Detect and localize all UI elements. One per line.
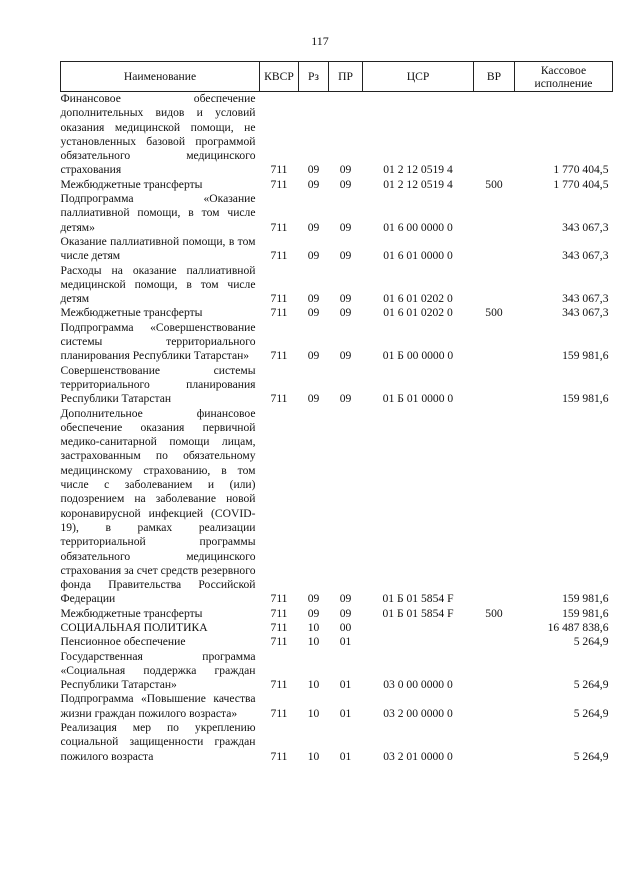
header-rz: Рз	[299, 62, 329, 92]
cell-rz: 10	[307, 749, 320, 763]
cell-vr	[474, 264, 515, 307]
cell-name: Подпрограмма «Оказание паллиативной помощи, в том числе детям»	[60, 192, 256, 234]
cell-rz: 09	[307, 220, 320, 234]
header-name: Наименование	[61, 62, 260, 92]
cell-csr	[363, 635, 474, 649]
cell-kvsr: 711	[270, 749, 288, 763]
cell-kvsr: 711	[270, 392, 288, 406]
cell-rz: 09	[307, 177, 320, 191]
cell-vr	[474, 721, 515, 764]
cell-kvsr: 711	[270, 635, 288, 649]
cell-amount: 16 487 838,6	[547, 620, 609, 634]
cell-vr	[474, 321, 515, 364]
table-row	[61, 407, 613, 607]
cell-pr: 09	[339, 606, 352, 620]
cell-kvsr: 711	[270, 678, 288, 692]
cell-csr: 03 0 00 0000 0	[383, 678, 453, 692]
cell-kvsr: 711	[270, 177, 288, 191]
cell-kvsr: 711	[270, 606, 288, 620]
cell-vr	[474, 692, 515, 721]
header-pr: ПР	[329, 62, 363, 92]
cell-amount: 5 264,9	[573, 678, 609, 692]
table-row	[61, 650, 613, 693]
cell-vr: 500	[485, 177, 503, 191]
cell-pr: 09	[339, 292, 352, 306]
cell-rz: 10	[307, 620, 320, 634]
cell-rz: 10	[307, 635, 320, 649]
cell-amount: 5 264,9	[573, 635, 609, 649]
cell-csr: 01 6 01 0202 0	[383, 292, 453, 306]
cell-csr: 03 2 00 0000 0	[383, 706, 453, 720]
cell-name: Подпрограмма «Совершенствование системы территориального планирования Республики Татарстан»	[60, 320, 256, 363]
table-row	[61, 621, 613, 635]
cell-amount: 159 981,6	[562, 392, 609, 406]
cell-vr	[474, 650, 515, 693]
cell-pr: 01	[339, 706, 352, 720]
table-row	[61, 692, 613, 721]
cell-csr: 01 Б 01 5854 F	[382, 592, 454, 606]
cell-vr	[474, 621, 515, 635]
cell-pr: 01	[339, 749, 352, 763]
header-kvsr: КВСР	[260, 62, 299, 92]
cell-amount: 159 981,6	[562, 606, 609, 620]
header-amount: Кассовое исполнение	[515, 62, 613, 92]
cell-kvsr: 711	[270, 592, 288, 606]
cell-kvsr: 711	[270, 249, 288, 263]
cell-vr	[474, 635, 515, 649]
cell-csr: 01 Б 00 0000 0	[382, 349, 454, 363]
cell-vr	[474, 92, 515, 178]
table-row	[61, 178, 613, 192]
cell-pr: 09	[339, 392, 352, 406]
header-csr: ЦСР	[363, 62, 474, 92]
cell-kvsr: 711	[270, 620, 288, 634]
table-row	[61, 306, 613, 320]
cell-rz: 10	[307, 706, 320, 720]
cell-rz: 10	[307, 678, 320, 692]
cell-amount: 5 264,9	[573, 749, 609, 763]
cell-rz: 09	[307, 292, 320, 306]
cell-kvsr: 711	[270, 306, 288, 320]
cell-pr: 00	[339, 620, 352, 634]
table-row	[61, 92, 613, 178]
cell-vr: 500	[485, 606, 503, 620]
cell-rz: 09	[307, 592, 320, 606]
cell-csr: 01 6 01 0202 0	[383, 306, 453, 320]
table-row	[61, 607, 613, 621]
table-row	[61, 635, 613, 649]
cell-csr: 01 6 00 0000 0	[383, 220, 453, 234]
cell-amount: 5 264,9	[573, 706, 609, 720]
cell-csr: 01 Б 01 0000 0	[382, 392, 454, 406]
cell-pr: 01	[339, 635, 352, 649]
cell-pr: 09	[339, 220, 352, 234]
cell-vr	[474, 192, 515, 235]
table-row	[61, 721, 613, 764]
cell-vr: 500	[485, 306, 503, 320]
cell-kvsr: 711	[270, 163, 288, 177]
cell-pr: 09	[339, 163, 352, 177]
cell-csr: 01 2 12 0519 4	[383, 177, 453, 191]
cell-pr: 09	[339, 349, 352, 363]
cell-csr: 01 Б 01 5854 F	[382, 606, 454, 620]
cell-vr	[474, 364, 515, 407]
cell-csr: 01 6 01 0000 0	[383, 249, 453, 263]
cell-amount: 343 067,3	[562, 220, 609, 234]
cell-rz: 09	[307, 163, 320, 177]
cell-name: Совершенствование системы территориального планирования Республики Татарстан	[60, 363, 256, 406]
cell-name: Финансовое обеспечение дополнительных видов и условий оказания медицинской помощи, не установленных базовой программой обязательного медицинского страхования	[60, 92, 256, 177]
cell-name: Подпрограмма «Повышение качества жизни граждан пожилого возраста»	[60, 692, 256, 720]
cell-kvsr: 711	[270, 220, 288, 234]
table-row	[61, 264, 613, 307]
cell-amount: 159 981,6	[562, 349, 609, 363]
cell-rz: 09	[307, 306, 320, 320]
cell-amount: 343 067,3	[562, 306, 609, 320]
cell-csr: 01 2 12 0519 4	[383, 163, 453, 177]
cell-name: Межбюджетные трансферты	[60, 306, 203, 320]
cell-pr: 09	[339, 249, 352, 263]
page-number: 117	[311, 34, 329, 48]
cell-name: Межбюджетные трансферты	[60, 177, 203, 191]
cell-kvsr: 711	[270, 292, 288, 306]
cell-vr	[474, 407, 515, 607]
cell-rz: 09	[307, 349, 320, 363]
cell-csr: 03 2 01 0000 0	[383, 749, 453, 763]
table-row	[61, 321, 613, 364]
table-row	[61, 364, 613, 407]
cell-name: Межбюджетные трансферты	[60, 606, 203, 620]
cell-rz: 09	[307, 249, 320, 263]
table-row	[61, 235, 613, 264]
table-header	[61, 62, 613, 92]
cell-name: Расходы на оказание паллиативной медицинской помощи, в том числе детям	[60, 263, 256, 306]
cell-pr: 09	[339, 592, 352, 606]
cell-vr	[474, 235, 515, 264]
cell-name: Реализация мер по укреплению социальной защищенности граждан пожилого возраста	[60, 721, 256, 763]
cell-kvsr: 711	[270, 349, 288, 363]
cell-name: Пенсионное обеспечение	[60, 635, 186, 649]
table-body	[61, 92, 613, 764]
cell-kvsr: 711	[270, 706, 288, 720]
cell-pr: 09	[339, 177, 352, 191]
cell-rz: 09	[307, 606, 320, 620]
cell-amount: 1 770 404,5	[553, 177, 609, 191]
cell-amount: 1 770 404,5	[553, 163, 609, 177]
cell-pr: 09	[339, 306, 352, 320]
cell-amount: 343 067,3	[562, 249, 609, 263]
cell-name: Оказание паллиативной помощи, в том числе детям	[60, 234, 256, 263]
cell-name: Дополнительное финансовое обеспечение оказания первичной медико-санитарной помощи лицам, застрахованным по обязательному медицинскому страхованию, в том числе с заболеванием и (или) подозрением на заболевание новой коронавирусной инфекцией (COVID-19), в рамках реализации территориальной программы обязательного медицинского страхования за счет средств резервного фонда Правительства Российской Федерации	[60, 406, 256, 606]
cell-pr: 01	[339, 678, 352, 692]
cell-name: Государственная программа «Социальная поддержка граждан Республики Татарстан»	[60, 649, 256, 692]
cell-rz: 09	[307, 392, 320, 406]
cell-name: СОЦИАЛЬНАЯ ПОЛИТИКА	[60, 620, 208, 634]
cell-csr	[363, 621, 474, 635]
cell-amount: 159 981,6	[562, 592, 609, 606]
table-row	[61, 192, 613, 235]
budget-table	[60, 61, 613, 764]
header-vr: ВР	[474, 62, 515, 92]
cell-amount: 343 067,3	[562, 292, 609, 306]
